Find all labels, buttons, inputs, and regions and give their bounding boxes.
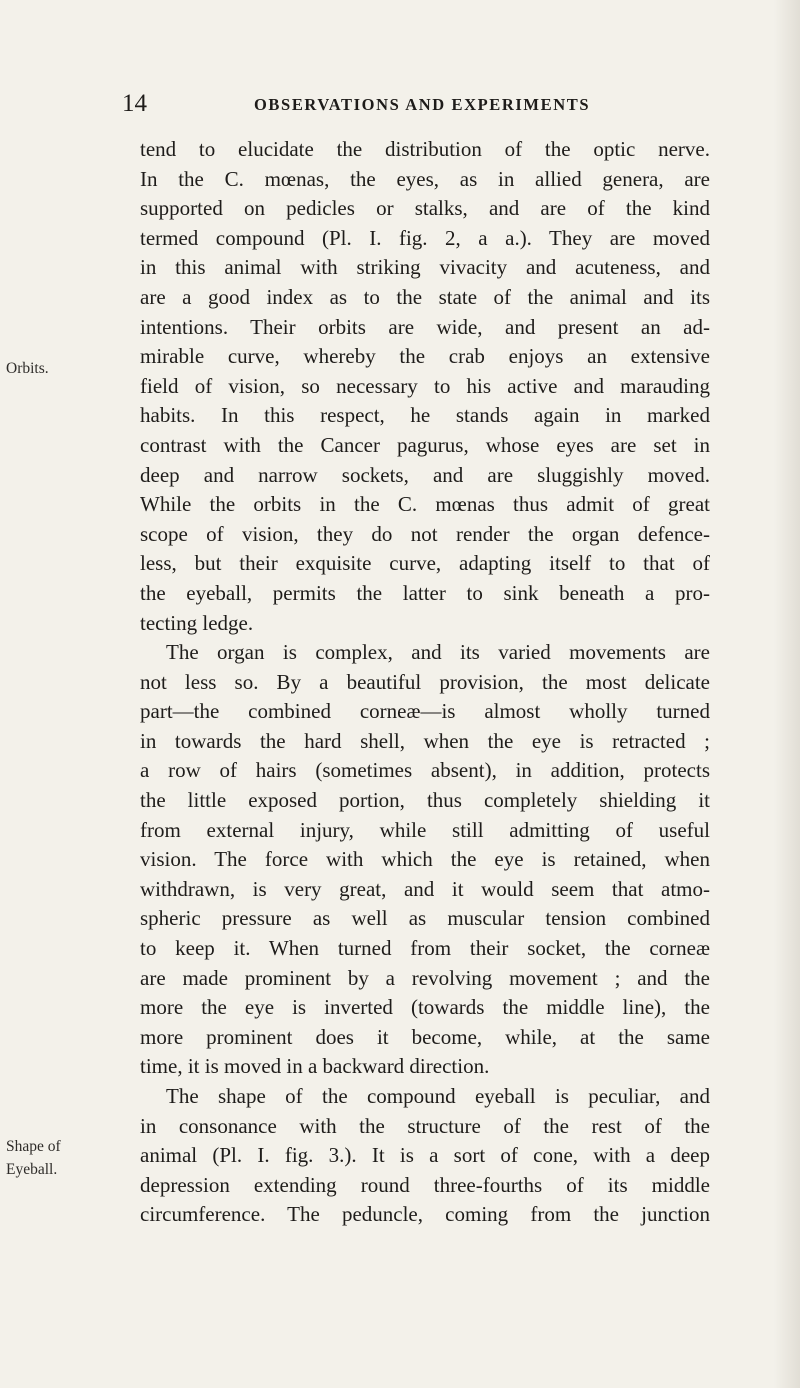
- margin-note-orbits: [6, 357, 49, 380]
- page-edge-shadow: [774, 0, 800, 1388]
- margin-note-shape-of-eyeball: [6, 1135, 61, 1181]
- text-line: part—the combined corneæ—is almost wholly turned: [140, 699, 710, 724]
- text-line: circumference. The peduncle, coming from the junction: [140, 1202, 710, 1227]
- text-line: scope of vision, they do not render the organ defence-: [140, 521, 710, 546]
- text-line: are a good index as to the state of the animal and its: [140, 284, 710, 309]
- body-text: [140, 135, 710, 1230]
- text-line-paragraph-end: tecting ledge.: [140, 610, 254, 635]
- text-line: animal (Pl. I. fig. 3.). It is a sort of cone, with a deep: [140, 1143, 710, 1168]
- page-number: 14: [122, 90, 147, 117]
- text-line: in towards the hard shell, when the eye is retracted ;: [140, 728, 710, 753]
- text-line: the eyeball, permits the latter to sink beneath a pro-: [140, 580, 710, 605]
- text-line: supported on pedicles or stalks, and are of the kind: [140, 196, 710, 221]
- text-line: depression extending round three-fourths of its middle: [140, 1172, 710, 1197]
- text-line: spheric pressure as well as muscular tension combined: [140, 906, 710, 931]
- margin-note-shape-line-1: Shape of: [6, 1138, 61, 1155]
- text-line: mirable curve, whereby the crab enjoys an extensive: [140, 344, 710, 369]
- text-line: from external injury, while still admitting of useful: [140, 817, 710, 842]
- text-line: contrast with the Cancer pagurus, whose eyes are set in: [140, 432, 710, 457]
- text-line: withdrawn, is very great, and it would seem that atmo-: [140, 876, 710, 901]
- text-line: more the eye is inverted (towards the middle line), the: [140, 995, 710, 1020]
- text-line: not less so. By a beautiful provision, the most delicate: [140, 669, 710, 694]
- text-line: the little exposed portion, thus completely shielding it: [140, 788, 710, 813]
- page-header: [122, 88, 682, 120]
- text-line-paragraph-start: The shape of the compound eyeball is peculiar, and: [166, 1084, 710, 1108]
- margin-note-shape-line-2: Eyeball.: [6, 1161, 58, 1178]
- text-line: vision. The force with which the eye is retained, when: [140, 847, 710, 872]
- text-line: deep and narrow sockets, and are sluggishly moved.: [140, 462, 710, 487]
- text-line: intentions. Their orbits are wide, and present an ad-: [140, 314, 710, 339]
- text-line: a row of hairs (sometimes absent), in addition, protects: [140, 758, 710, 783]
- text-line: While the orbits in the C. mœnas thus admit of great: [140, 492, 710, 517]
- text-line: termed compound (Pl. I. fig. 2, a a.). They are moved: [140, 225, 710, 250]
- text-line: In the C. mœnas, the eyes, as in allied genera, are: [140, 166, 710, 191]
- text-line: field of vision, so necessary to his active and marauding: [140, 373, 710, 398]
- text-line: to keep it. When turned from their socket, the corneæ: [140, 936, 710, 961]
- margin-note-orbits-text: Orbits.: [6, 360, 49, 377]
- text-line-paragraph-start: The organ is complex, and its varied movements are: [166, 640, 710, 665]
- text-line: habits. In this respect, he stands again in marked: [140, 403, 710, 428]
- text-line-paragraph-end: time, it is moved in a backward direction.: [140, 1054, 490, 1079]
- text-line: less, but their exquisite curve, adapting itself to that of: [140, 551, 710, 576]
- text-line: in consonance with the structure of the rest of the: [140, 1113, 710, 1138]
- text-line: in this animal with striking vivacity and acuteness, and: [140, 255, 710, 280]
- text-line: more prominent does it become, while, at the same: [140, 1024, 710, 1049]
- text-line: are made prominent by a revolving movement ; and the: [140, 965, 710, 990]
- text-line: tend to elucidate the distribution of the optic nerve.: [140, 137, 710, 161]
- running-head: OBSERVATIONS AND EXPERIMENTS: [254, 95, 591, 114]
